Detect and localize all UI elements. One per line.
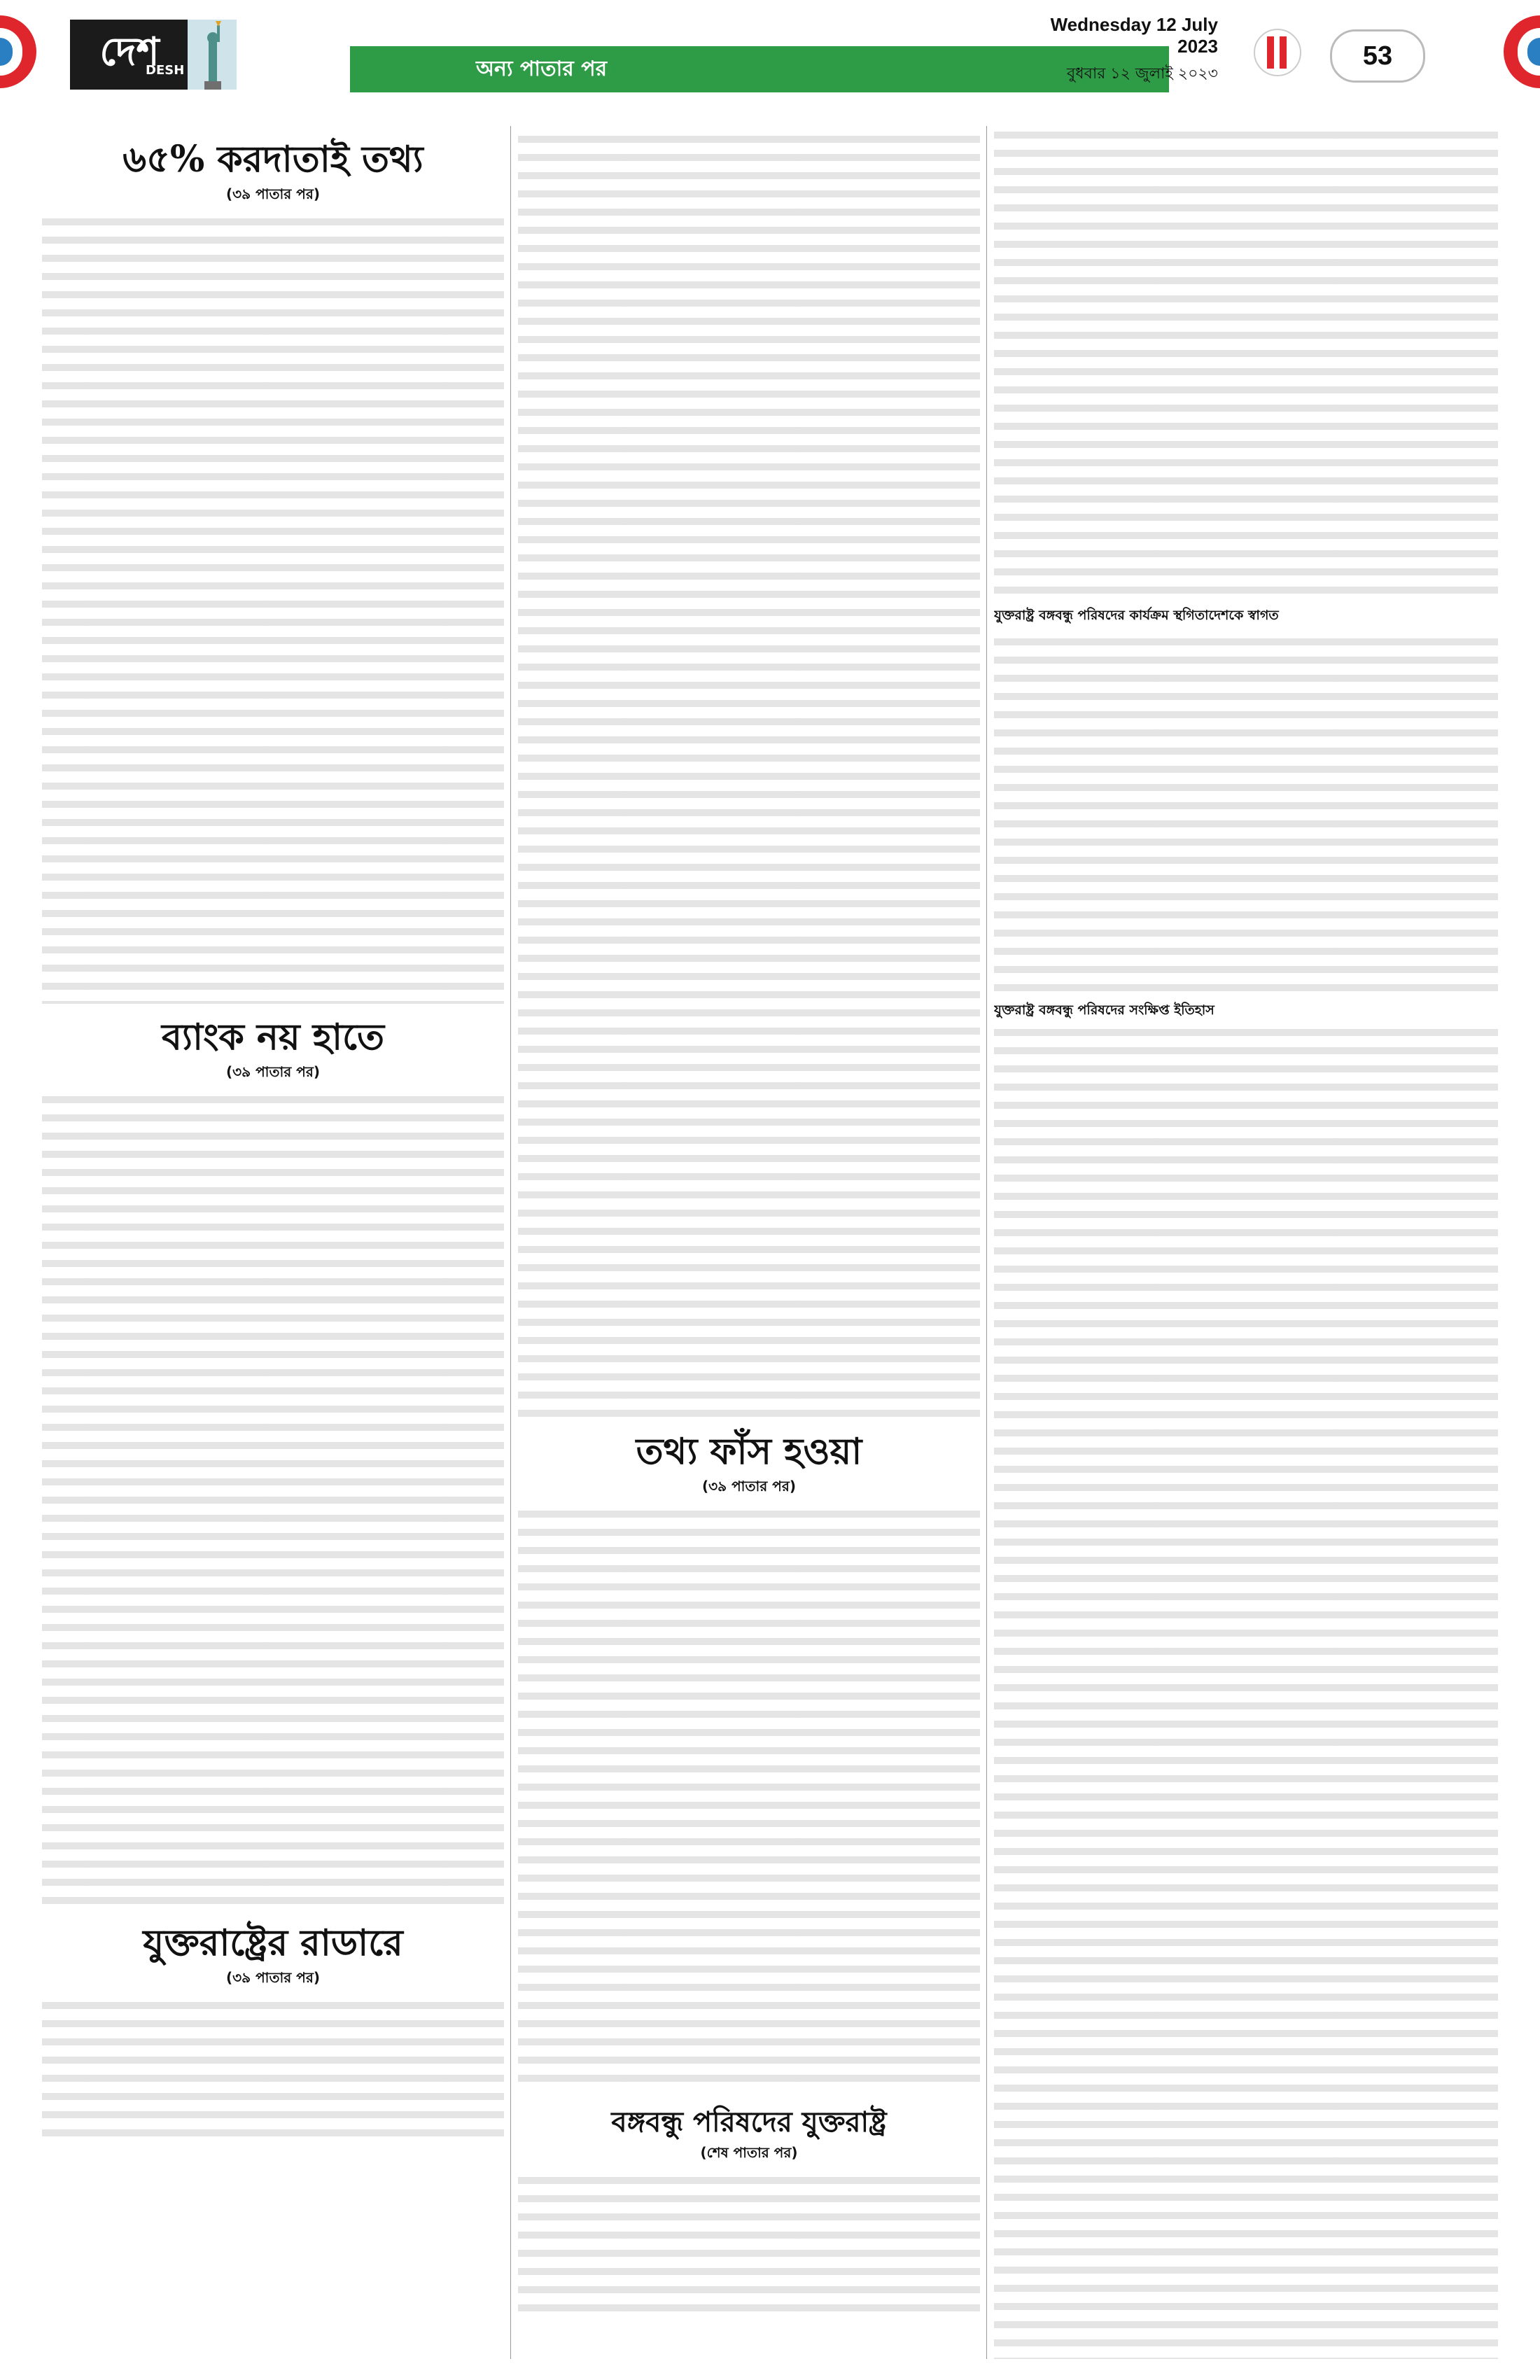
masthead [0,0,1540,105]
article-body [994,126,1498,602]
article-subhead: যুক্তরাষ্ট্র বঙ্গবন্ধু পরিষদের কার্যক্রম স্থগিতাদেশকে স্বাগত [994,608,1279,623]
article-body [518,2167,980,2311]
column-divider [986,126,987,2359]
article-subhead: যুক্তরাষ্ট্র বঙ্গবন্ধু পরিষদের সংক্ষিপ্ত ইতিহাস [994,1002,1214,1018]
article-headline: ব্যাংক নয় হাতে [161,1016,385,1058]
logo-wordmark: দেশ [70,20,189,90]
article-data-leak [518,1429,980,2093]
decorative-half-circle-right [1504,15,1540,88]
article-bangabandhu-usa [518,2104,980,2311]
continuation-note: (শেষ পাতার পর) [700,2144,798,2161]
date-english: Wednesday 12 July 2023 [1050,14,1218,57]
body-text-placeholder [518,2171,980,2311]
body-text-placeholder [518,1505,980,2093]
issue-date [1008,14,1218,88]
article-usa-radar-continued [518,126,980,1418]
body-text-placeholder [994,1023,1498,2359]
article-tax [42,137,504,1004]
continuation-note: (৩৯ পাতার পর) [226,1063,320,1080]
article-body [42,1992,504,2136]
article-usa-radar [42,1921,504,2136]
statue-of-liberty-icon [188,20,237,90]
date-bengali: বুধবার ১২ জুলাই ২০২৩ [1067,65,1218,83]
article-body [42,209,504,1004]
column-2 [518,126,980,2359]
article-headline: বঙ্গবন্ধু পরিষদের যুক্তরাষ্ট্র [611,2106,887,2138]
continuation-note: (৩৯ পাতার পর) [702,1478,796,1494]
body-text-placeholder [42,1091,504,1910]
body-text-placeholder [518,130,980,1418]
continuation-note: (৩৯ পাতার পর) [226,1969,320,1986]
bangladesh-flag-icon [1253,28,1302,77]
logo-subtext: DESH [146,63,185,78]
article-headline: ৬৫% করদাতাই তথ্য [122,138,424,181]
body-text-placeholder [42,1996,504,2136]
article-body [518,126,980,1418]
article-body [42,1086,504,1910]
column-divider [510,126,511,2359]
decorative-half-circle-left [0,15,36,88]
continuation-note: (৩৯ পাতার পর) [226,186,320,202]
article-bangabandhu-continued [994,126,1498,2359]
article-body [994,1023,1498,2359]
article-bank [42,1015,504,1910]
page-number-block [1253,14,1456,91]
body-text-placeholder [994,126,1498,602]
body-text-placeholder [42,213,504,1004]
column-1 [42,126,504,2359]
article-headline: যুক্তরাষ্ট্রের রাডারে [143,1921,403,1964]
article-body [518,1501,980,2093]
body-text-placeholder [994,633,1498,997]
article-headline: তথ্য ফাঁস হওয়া [636,1430,862,1473]
page-number: 53 [1330,29,1425,83]
column-3 [994,126,1498,2359]
article-body [994,629,1498,997]
section-title-bar: অন্য পাতার পর [350,46,1169,92]
newspaper-logo[interactable] [70,20,252,90]
